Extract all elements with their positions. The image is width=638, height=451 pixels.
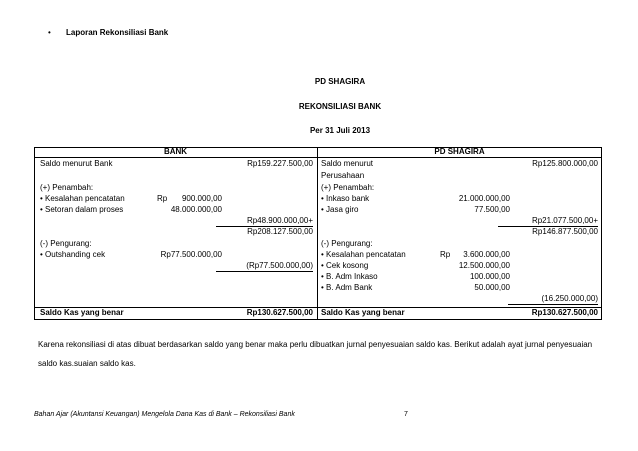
bank-add-item-label: • Kesalahan pencatatan (40, 194, 125, 203)
table-center-divider (317, 147, 318, 320)
company-less-item-prefix: Rp (440, 250, 451, 259)
company-saldo-label: Saldo menurut (321, 159, 374, 168)
company-less-total: (16.250.000,00) (508, 294, 598, 305)
bank-final-label: Saldo Kas yang benar (40, 308, 124, 317)
bank-add-item-value: 900.000,00 (181, 194, 222, 203)
bank-add-item-prefix: Rp (157, 194, 168, 203)
paragraph-line: saldo kas.suaian saldo kas. (38, 359, 136, 368)
company-name: PD SHAGIRA (314, 77, 366, 86)
section-title: Laporan Rekonsiliasi Bank (66, 28, 169, 37)
company-subtotal: Rp146.877.500,00 (532, 227, 598, 236)
bank-less-item-label: • Outshanding cek (40, 250, 106, 259)
bank-saldo-value: Rp159.227.500,00 (247, 159, 313, 168)
bank-column-header: BANK (163, 147, 188, 156)
company-add-item-value: 21.000.000,00 (458, 194, 510, 203)
company-add-item-label: • Inkaso bank (321, 194, 370, 203)
company-less-label: (-) Pengurang: (321, 239, 373, 248)
company-final-value: Rp130.627.500,00 (531, 308, 598, 317)
report-date: Per 31 Juli 2013 (309, 126, 371, 135)
company-column-header: PD SHAGIRA (434, 147, 485, 156)
company-final-label: Saldo Kas yang benar (321, 308, 405, 317)
bank-less-total: (Rp77.500.000,00) (216, 261, 313, 272)
table-header-divider (34, 157, 602, 158)
company-less-item-value: 50.000,00 (474, 283, 510, 292)
company-saldo-value: Rp125.800.000,00 (532, 159, 598, 168)
company-less-item-value: 100.000,00 (469, 272, 510, 281)
company-saldo-label-cont: Perusahaan (321, 171, 365, 180)
company-less-item-label: • B. Adm Inkaso (321, 272, 378, 281)
report-title: REKONSILIASI BANK (298, 102, 382, 111)
footer-text: Bahan Ajar (Akuntansi Keuangan) Mengelola Dana Kas di Bank – Rekonsiliasi Bank (34, 411, 295, 418)
paragraph-line: Karena rekonsiliasi di atas dibuat berdasarkan saldo yang benar maka perlu dibuatkan jurnal penyesuaian saldo kas. Berikut adalah ayat jurnal penyesuaian (38, 340, 593, 349)
company-add-total: Rp21.077.500,00+ (498, 216, 598, 227)
bank-less-item-value: Rp77.500.000,00 (160, 250, 222, 259)
company-less-item-label: • Kesalahan pencatatan (321, 250, 406, 259)
bank-add-total: Rp48.900.000,00+ (216, 216, 313, 227)
page-number: 7 (404, 411, 408, 418)
company-less-item-label: • B. Adm Bank (321, 283, 373, 292)
company-less-item-value: 3.600.000,00 (463, 250, 510, 259)
bank-add-item-value: 48.000.000,00 (170, 205, 222, 214)
bank-add-label: (+) Penambah: (40, 183, 94, 192)
section-bullet: • (48, 28, 51, 37)
company-add-item-value: 77.500,00 (474, 205, 510, 214)
company-less-item-label: • Cek kosong (321, 261, 369, 270)
company-add-item-label: • Jasa giro (321, 205, 359, 214)
company-less-item-value: 12.500.000,00 (458, 261, 510, 270)
bank-saldo-label: Saldo menurut Bank (40, 159, 113, 168)
bank-less-label: (-) Pengurang: (40, 239, 92, 248)
bank-subtotal: Rp208.127.500,00 (247, 227, 313, 236)
company-add-label: (+) Penambah: (321, 183, 375, 192)
bank-final-value: Rp130.627.500,00 (246, 308, 313, 317)
bank-add-item-label: • Setoran dalam proses (40, 205, 124, 214)
